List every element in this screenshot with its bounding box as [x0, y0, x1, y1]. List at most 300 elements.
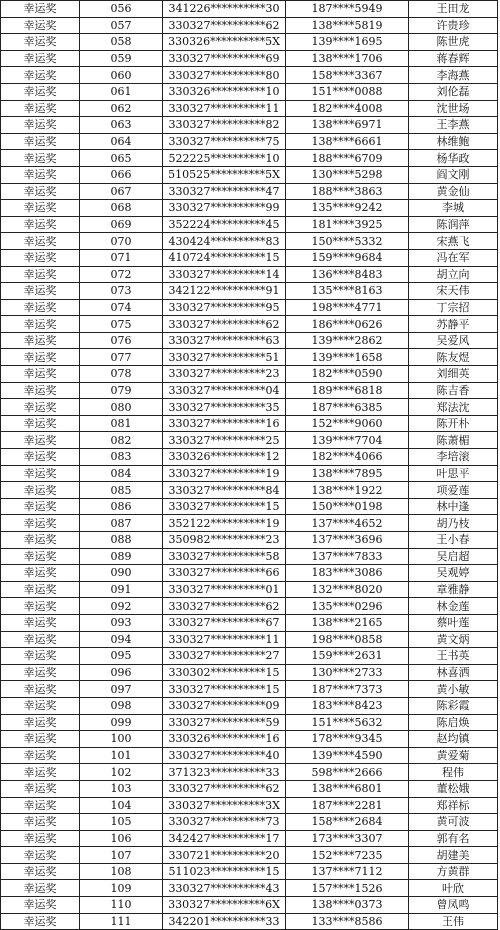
- id-number-cell: 330327**********47: [163, 183, 286, 200]
- prize-cell: 幸运奖: [1, 1, 80, 18]
- phone-cell: 152****9060: [286, 415, 409, 432]
- number-cell: 103: [80, 780, 163, 797]
- prize-cell: 幸运奖: [1, 747, 80, 764]
- name-cell: 黄文炳: [409, 631, 498, 648]
- name-cell: 陈吉香: [409, 382, 498, 399]
- prize-cell: 幸运奖: [1, 67, 80, 84]
- number-cell: 087: [80, 515, 163, 532]
- table-row: [1, 648, 498, 665]
- number-cell: 072: [80, 266, 163, 283]
- id-number-cell: 330326**********10: [163, 83, 286, 100]
- name-cell: 赵均镇: [409, 731, 498, 748]
- table-row: [1, 449, 498, 466]
- number-cell: 064: [80, 133, 163, 150]
- prize-cell: 幸运奖: [1, 50, 80, 67]
- number-cell: 088: [80, 532, 163, 549]
- phone-cell: 137****7833: [286, 548, 409, 565]
- name-cell: 吴爱风: [409, 332, 498, 349]
- prize-cell: 幸运奖: [1, 814, 80, 831]
- id-number-cell: 511023**********15: [163, 863, 286, 880]
- table-row: [1, 117, 498, 134]
- prize-cell: 幸运奖: [1, 233, 80, 250]
- phone-cell: 138****1706: [286, 50, 409, 67]
- phone-cell: 139****2862: [286, 332, 409, 349]
- prize-cell: 幸运奖: [1, 349, 80, 366]
- name-cell: 林维鲍: [409, 133, 498, 150]
- number-cell: 062: [80, 100, 163, 117]
- name-cell: 黄金仙: [409, 183, 498, 200]
- prize-cell: 幸运奖: [1, 764, 80, 781]
- table-row: [1, 150, 498, 167]
- table-row: [1, 897, 498, 914]
- prize-cell: 幸运奖: [1, 532, 80, 549]
- prize-cell: 幸运奖: [1, 432, 80, 449]
- number-cell: 095: [80, 648, 163, 665]
- number-cell: 071: [80, 249, 163, 266]
- number-cell: 081: [80, 415, 163, 432]
- prize-cell: 幸运奖: [1, 83, 80, 100]
- prize-cell: 幸运奖: [1, 166, 80, 183]
- number-cell: 066: [80, 166, 163, 183]
- id-number-cell: 330327**********62: [163, 780, 286, 797]
- id-number-cell: 330327**********62: [163, 598, 286, 615]
- id-number-cell: 330327**********6X: [163, 897, 286, 914]
- name-cell: 曾凤鸣: [409, 897, 498, 914]
- id-number-cell: 330327**********04: [163, 382, 286, 399]
- prize-cell: 幸运奖: [1, 631, 80, 648]
- number-cell: 083: [80, 449, 163, 466]
- prize-cell: 幸运奖: [1, 897, 80, 914]
- id-number-cell: 330327**********84: [163, 482, 286, 499]
- table-row: [1, 17, 498, 34]
- number-cell: 057: [80, 17, 163, 34]
- phone-cell: 198****0858: [286, 631, 409, 648]
- prize-cell: 幸运奖: [1, 100, 80, 117]
- id-number-cell: 330302**********15: [163, 664, 286, 681]
- prize-cell: 幸运奖: [1, 614, 80, 631]
- name-cell: 黄爱菊: [409, 747, 498, 764]
- number-cell: 097: [80, 681, 163, 698]
- prize-cell: 幸运奖: [1, 17, 80, 34]
- number-cell: 110: [80, 897, 163, 914]
- id-number-cell: 330327**********62: [163, 316, 286, 333]
- number-cell: 084: [80, 465, 163, 482]
- prize-cell: 幸运奖: [1, 681, 80, 698]
- prize-cell: 幸运奖: [1, 664, 80, 681]
- name-cell: 陈世虎: [409, 34, 498, 51]
- number-cell: 077: [80, 349, 163, 366]
- phone-cell: 138****2165: [286, 614, 409, 631]
- table-row: [1, 465, 498, 482]
- table-row: [1, 299, 498, 316]
- phone-cell: 138****5819: [286, 17, 409, 34]
- table-row: [1, 565, 498, 582]
- prize-cell: 幸运奖: [1, 863, 80, 880]
- number-cell: 105: [80, 814, 163, 831]
- number-cell: 065: [80, 150, 163, 167]
- id-number-cell: 330326**********5X: [163, 34, 286, 51]
- id-number-cell: 330327**********35: [163, 399, 286, 416]
- name-cell: 苏静平: [409, 316, 498, 333]
- name-cell: 宋天伟: [409, 283, 498, 300]
- phone-cell: 158****2684: [286, 814, 409, 831]
- id-number-cell: 342201**********33: [163, 913, 286, 930]
- table-row: [1, 631, 498, 648]
- name-cell: 蒋春辉: [409, 50, 498, 67]
- prize-cell: 幸运奖: [1, 200, 80, 217]
- phone-cell: 181****3925: [286, 216, 409, 233]
- id-number-cell: 330327**********99: [163, 200, 286, 217]
- id-number-cell: 342427**********17: [163, 830, 286, 847]
- table-row: [1, 133, 498, 150]
- number-cell: 060: [80, 67, 163, 84]
- number-cell: 076: [80, 332, 163, 349]
- id-number-cell: 352224**********45: [163, 216, 286, 233]
- id-number-cell: 352122**********19: [163, 515, 286, 532]
- number-cell: 085: [80, 482, 163, 499]
- id-number-cell: 330327**********80: [163, 67, 286, 84]
- phone-cell: 187****6385: [286, 399, 409, 416]
- id-number-cell: 330327**********25: [163, 432, 286, 449]
- name-cell: 项爱莲: [409, 482, 498, 499]
- name-cell: 李海燕: [409, 67, 498, 84]
- table-row: [1, 1, 498, 18]
- table-row: [1, 34, 498, 51]
- prize-cell: 幸运奖: [1, 731, 80, 748]
- number-cell: 086: [80, 498, 163, 515]
- prize-cell: 幸运奖: [1, 266, 80, 283]
- phone-cell: 183****3086: [286, 565, 409, 582]
- id-number-cell: 330721**********20: [163, 847, 286, 864]
- table-row: [1, 249, 498, 266]
- phone-cell: 186****0626: [286, 316, 409, 333]
- prize-cell: 幸运奖: [1, 714, 80, 731]
- number-cell: 075: [80, 316, 163, 333]
- id-number-cell: 350982**********23: [163, 532, 286, 549]
- id-number-cell: 330327**********75: [163, 133, 286, 150]
- phone-cell: 138****1922: [286, 482, 409, 499]
- phone-cell: 150****5332: [286, 233, 409, 250]
- number-cell: 098: [80, 697, 163, 714]
- name-cell: 郑祥标: [409, 797, 498, 814]
- number-cell: 078: [80, 366, 163, 383]
- phone-cell: 152****7235: [286, 847, 409, 864]
- prize-cell: 幸运奖: [1, 133, 80, 150]
- table-row: [1, 50, 498, 67]
- prize-cell: 幸运奖: [1, 830, 80, 847]
- phone-cell: 158****3367: [286, 67, 409, 84]
- prize-cell: 幸运奖: [1, 913, 80, 930]
- id-number-cell: 330327**********73: [163, 814, 286, 831]
- table-row: [1, 714, 498, 731]
- id-number-cell: 330327**********01: [163, 581, 286, 598]
- number-cell: 061: [80, 83, 163, 100]
- phone-cell: 188****3863: [286, 183, 409, 200]
- id-number-cell: 510525**********5X: [163, 166, 286, 183]
- name-cell: 叶欣: [409, 880, 498, 897]
- phone-cell: 182****4008: [286, 100, 409, 117]
- name-cell: 蔡叶莲: [409, 614, 498, 631]
- prize-cell: 幸运奖: [1, 847, 80, 864]
- phone-cell: 138****6971: [286, 117, 409, 134]
- name-cell: 陈启焕: [409, 714, 498, 731]
- id-number-cell: 410724**********15: [163, 249, 286, 266]
- phone-cell: 150****0198: [286, 498, 409, 515]
- id-number-cell: 342122**********91: [163, 283, 286, 300]
- phone-cell: 178****9345: [286, 731, 409, 748]
- table-row: [1, 664, 498, 681]
- table-row: [1, 200, 498, 217]
- table-row: [1, 814, 498, 831]
- table-row: [1, 830, 498, 847]
- id-number-cell: 330326**********16: [163, 731, 286, 748]
- id-number-cell: 430424**********83: [163, 233, 286, 250]
- phone-cell: 132****8020: [286, 581, 409, 598]
- phone-cell: 183****8423: [286, 697, 409, 714]
- phone-cell: 139****1695: [286, 34, 409, 51]
- prize-cell: 幸运奖: [1, 565, 80, 582]
- table-row: [1, 913, 498, 930]
- name-cell: 黄小敏: [409, 681, 498, 698]
- table-row: [1, 747, 498, 764]
- id-number-cell: 330327**********15: [163, 681, 286, 698]
- phone-cell: 139****1658: [286, 349, 409, 366]
- name-cell: 王田龙: [409, 1, 498, 18]
- number-cell: 082: [80, 432, 163, 449]
- table-row: [1, 880, 498, 897]
- prize-cell: 幸运奖: [1, 797, 80, 814]
- table-row: [1, 515, 498, 532]
- phone-cell: 187****7373: [286, 681, 409, 698]
- phone-cell: 159****2631: [286, 648, 409, 665]
- phone-cell: 135****8163: [286, 283, 409, 300]
- id-number-cell: 330327**********27: [163, 648, 286, 665]
- table-row: [1, 598, 498, 615]
- number-cell: 093: [80, 614, 163, 631]
- number-cell: 089: [80, 548, 163, 565]
- phone-cell: 188****6709: [286, 150, 409, 167]
- prize-cell: 幸运奖: [1, 183, 80, 200]
- number-cell: 111: [80, 913, 163, 930]
- table-row: [1, 797, 498, 814]
- prize-cell: 幸运奖: [1, 648, 80, 665]
- table-row: [1, 366, 498, 383]
- id-number-cell: 330327**********51: [163, 349, 286, 366]
- prize-cell: 幸运奖: [1, 382, 80, 399]
- id-number-cell: 330327**********62: [163, 17, 286, 34]
- name-cell: 章雅静: [409, 581, 498, 598]
- id-number-cell: 330326**********12: [163, 449, 286, 466]
- table-row: [1, 498, 498, 515]
- number-cell: 099: [80, 714, 163, 731]
- prize-cell: 幸运奖: [1, 249, 80, 266]
- number-cell: 090: [80, 565, 163, 582]
- name-cell: 刘细英: [409, 366, 498, 383]
- id-number-cell: 330327**********19: [163, 465, 286, 482]
- name-cell: 董松娥: [409, 780, 498, 797]
- prize-cell: 幸运奖: [1, 150, 80, 167]
- name-cell: 李城: [409, 200, 498, 217]
- table-row: [1, 432, 498, 449]
- prize-cell: 幸运奖: [1, 880, 80, 897]
- name-cell: 宋燕飞: [409, 233, 498, 250]
- prize-cell: 幸运奖: [1, 283, 80, 300]
- phone-cell: 159****9684: [286, 249, 409, 266]
- phone-cell: 137****7112: [286, 863, 409, 880]
- table-row: [1, 100, 498, 117]
- id-number-cell: 330327**********58: [163, 548, 286, 565]
- table-row: [1, 731, 498, 748]
- table-row: [1, 332, 498, 349]
- number-cell: 073: [80, 283, 163, 300]
- phone-cell: 130****2733: [286, 664, 409, 681]
- name-cell: 胡立向: [409, 266, 498, 283]
- id-number-cell: 330327**********59: [163, 714, 286, 731]
- name-cell: 王李燕: [409, 117, 498, 134]
- name-cell: 程伟: [409, 764, 498, 781]
- prize-cell: 幸运奖: [1, 316, 80, 333]
- prize-cell: 幸运奖: [1, 498, 80, 515]
- name-cell: 叶思平: [409, 465, 498, 482]
- name-cell: 郭有名: [409, 830, 498, 847]
- number-cell: 091: [80, 581, 163, 598]
- name-cell: 陈彩霞: [409, 697, 498, 714]
- table-row: [1, 83, 498, 100]
- number-cell: 069: [80, 216, 163, 233]
- table-row: [1, 233, 498, 250]
- table-row: [1, 399, 498, 416]
- id-number-cell: 330327**********66: [163, 565, 286, 582]
- name-cell: 许贵珍: [409, 17, 498, 34]
- name-cell: 吴启超: [409, 548, 498, 565]
- number-cell: 056: [80, 1, 163, 18]
- phone-cell: 137****4652: [286, 515, 409, 532]
- table-row: [1, 681, 498, 698]
- name-cell: 林喜洒: [409, 664, 498, 681]
- name-cell: 阎文刚: [409, 166, 498, 183]
- number-cell: 068: [80, 200, 163, 217]
- phone-cell: 133****8586: [286, 913, 409, 930]
- number-cell: 096: [80, 664, 163, 681]
- number-cell: 079: [80, 382, 163, 399]
- phone-cell: 130****5298: [286, 166, 409, 183]
- id-number-cell: 330327**********63: [163, 332, 286, 349]
- phone-cell: 138****6801: [286, 780, 409, 797]
- winners-table-body: [1, 1, 498, 930]
- phone-cell: 182****0590: [286, 366, 409, 383]
- name-cell: 杨华政: [409, 150, 498, 167]
- table-row: [1, 316, 498, 333]
- table-row: [1, 548, 498, 565]
- table-row: [1, 532, 498, 549]
- prize-cell: 幸运奖: [1, 34, 80, 51]
- table-row: [1, 266, 498, 283]
- prize-cell: 幸运奖: [1, 482, 80, 499]
- number-cell: 106: [80, 830, 163, 847]
- phone-cell: 189****6818: [286, 382, 409, 399]
- name-cell: 陈萧楣: [409, 432, 498, 449]
- number-cell: 102: [80, 764, 163, 781]
- phone-cell: 135****9242: [286, 200, 409, 217]
- name-cell: 吴观婷: [409, 565, 498, 582]
- name-cell: 郑法沈: [409, 399, 498, 416]
- table-row: [1, 863, 498, 880]
- table-row: [1, 847, 498, 864]
- number-cell: 067: [80, 183, 163, 200]
- table-row: [1, 764, 498, 781]
- id-number-cell: 330327**********43: [163, 880, 286, 897]
- prize-cell: 幸运奖: [1, 548, 80, 565]
- table-row: [1, 216, 498, 233]
- id-number-cell: 330327**********40: [163, 747, 286, 764]
- name-cell: 林金莲: [409, 598, 498, 615]
- phone-cell: 136****8483: [286, 266, 409, 283]
- phone-cell: 598****2666: [286, 764, 409, 781]
- phone-cell: 139****7704: [286, 432, 409, 449]
- name-cell: 王书英: [409, 648, 498, 665]
- phone-cell: 173****3307: [286, 830, 409, 847]
- prize-cell: 幸运奖: [1, 780, 80, 797]
- name-cell: 胡乃枝: [409, 515, 498, 532]
- name-cell: 沈世场: [409, 100, 498, 117]
- phone-cell: 135****0296: [286, 598, 409, 615]
- table-row: [1, 283, 498, 300]
- table-row: [1, 67, 498, 84]
- prize-cell: 幸运奖: [1, 515, 80, 532]
- table-row: [1, 382, 498, 399]
- number-cell: 059: [80, 50, 163, 67]
- name-cell: 刘伦磊: [409, 83, 498, 100]
- id-number-cell: 341226**********30: [163, 1, 286, 18]
- name-cell: 陈润萍: [409, 216, 498, 233]
- id-number-cell: 330327**********16: [163, 415, 286, 432]
- id-number-cell: 522225**********10: [163, 150, 286, 167]
- id-number-cell: 330327**********69: [163, 50, 286, 67]
- prize-cell: 幸运奖: [1, 366, 80, 383]
- id-number-cell: 371323**********33: [163, 764, 286, 781]
- number-cell: 080: [80, 399, 163, 416]
- number-cell: 074: [80, 299, 163, 316]
- prize-cell: 幸运奖: [1, 598, 80, 615]
- table-row: [1, 780, 498, 797]
- phone-cell: 187****2281: [286, 797, 409, 814]
- phone-cell: 151****5632: [286, 714, 409, 731]
- number-cell: 092: [80, 598, 163, 615]
- name-cell: 林中逢: [409, 498, 498, 515]
- phone-cell: 138****0373: [286, 897, 409, 914]
- id-number-cell: 330327**********14: [163, 266, 286, 283]
- name-cell: 陈开朴: [409, 415, 498, 432]
- id-number-cell: 330327**********82: [163, 117, 286, 134]
- prize-cell: 幸运奖: [1, 332, 80, 349]
- name-cell: 陈友煜: [409, 349, 498, 366]
- phone-cell: 151****0088: [286, 83, 409, 100]
- prize-cell: 幸运奖: [1, 697, 80, 714]
- phone-cell: 182****4066: [286, 449, 409, 466]
- number-cell: 070: [80, 233, 163, 250]
- name-cell: 胡建美: [409, 847, 498, 864]
- number-cell: 094: [80, 631, 163, 648]
- name-cell: 黄可波: [409, 814, 498, 831]
- prize-cell: 幸运奖: [1, 216, 80, 233]
- prize-cell: 幸运奖: [1, 581, 80, 598]
- prize-cell: 幸运奖: [1, 415, 80, 432]
- number-cell: 107: [80, 847, 163, 864]
- number-cell: 058: [80, 34, 163, 51]
- number-cell: 104: [80, 797, 163, 814]
- phone-cell: 157****1526: [286, 880, 409, 897]
- id-number-cell: 330327**********95: [163, 299, 286, 316]
